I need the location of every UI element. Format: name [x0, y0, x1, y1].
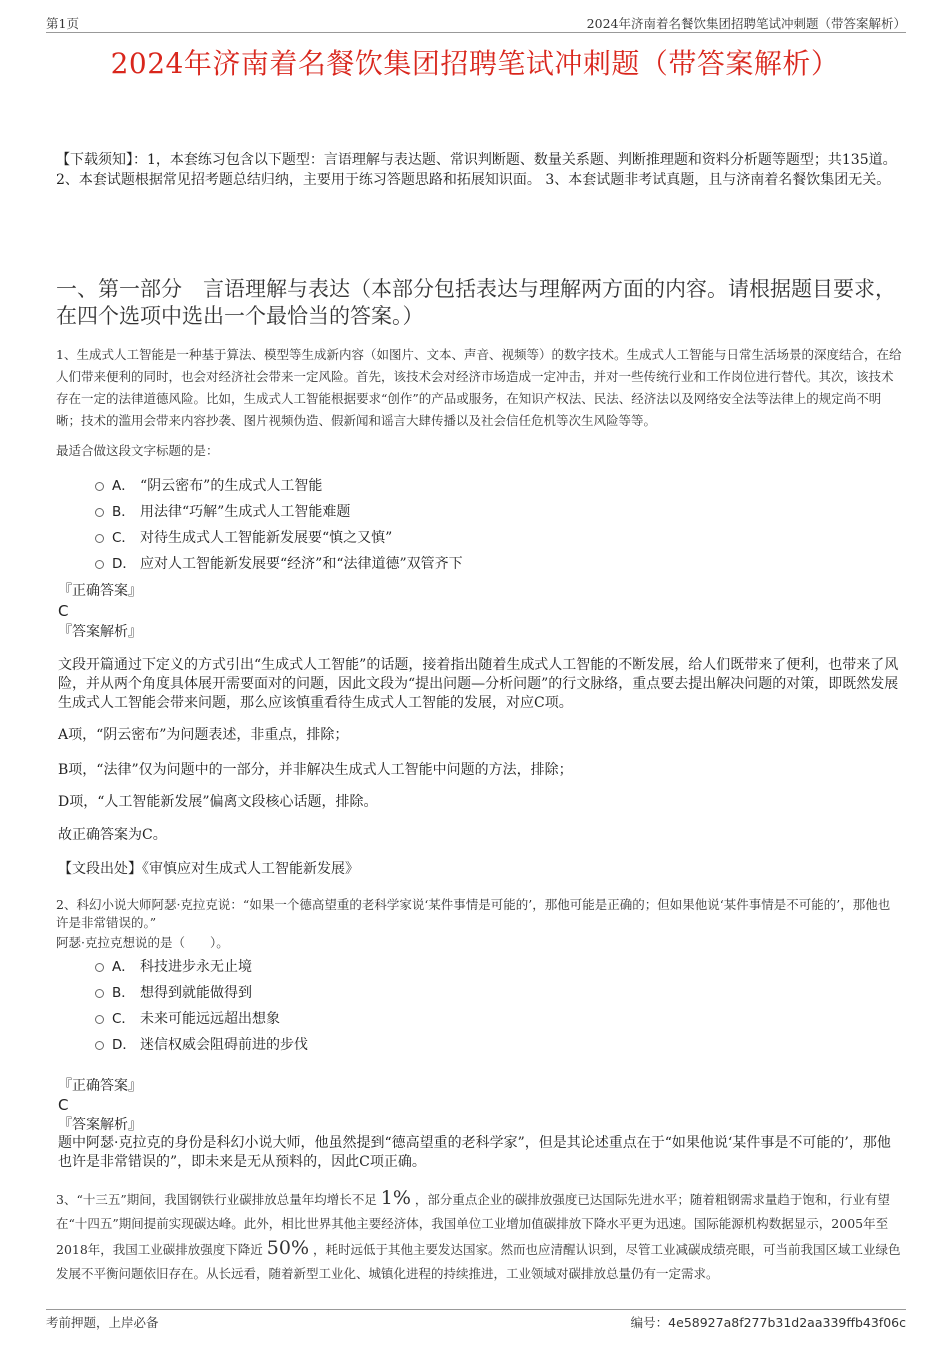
- q1-analysis-a: A项，“阴云密布”为问题表述，非重点，排除；: [58, 727, 349, 743]
- q3-stem: 3、“十三五”期间，我国钢铁行业碳排放总量年均增长不足 1% ，部分重点企业的碳排放强度已达国际先进水平；随着粗钢需求量趋于饱和，行业有望在“十四五”期间提前实现碳达峰。此外，相比世界其他主要经济体，我国单位工业增加值碳排放下降水平更为迅速。国际能源机构数据显示，2005年至2018年，我国工业碳排放强度下降近 50% ，耗时远低于其他主要发达国家。然而也应清醒认识到，尽管工业减碳成绩亮眼，可当前我国区域工业绿色发展不平衡问题依旧存在。从长远看，随着新型工业化、城镇化进程的持续推进，工业领域对碳排放总量仍有一定需求。: [56, 1187, 901, 1281]
- footer-slogan: 考前押题，上岸必备: [46, 1315, 159, 1330]
- q1-option-d[interactable]: D． 应对人工智能新发展要“经济”和“法律道德”双管齐下: [95, 552, 463, 576]
- q2-option-c[interactable]: C． 未来可能远远超出想象: [95, 1007, 280, 1031]
- q1-answer-label: 『正确答案』: [58, 583, 142, 599]
- download-notice: 【下载须知】：1，本套练习包含以下题型：言语理解与表达题、常识判断题、数量关系题、判断推理题和资料分析题等题型；共135道。 2、本套试题根据常见招考题总结归纳，主要用于练习答题思路和拓展知识面。 3、本套试题非考试真题，且与济南着名餐饮集团无关。: [56, 152, 897, 188]
- radio-button-icon[interactable]: [95, 508, 104, 517]
- header-divider: [46, 32, 906, 33]
- q1-conclusion: 故正确答案为C。: [58, 827, 167, 843]
- page-number: 第1页: [46, 16, 79, 31]
- q2-stem: 2、科幻小说大师阿瑟·克拉克说：“如果一个德高望重的老科学家说‘某件事情是可能的’，那他可能是正确的；但如果他说‘某件事情是不可能的’，那他也许是非常错误的。”: [56, 897, 891, 930]
- percent-value: 1%: [380, 1187, 411, 1209]
- q1-analysis-d: D项，“人工智能新发展”偏离文段核心话题，排除。: [58, 794, 378, 810]
- percent-value: 50%: [266, 1237, 310, 1259]
- q2-analysis-label: 『答案解析』: [58, 1117, 142, 1133]
- radio-button-icon[interactable]: [95, 989, 104, 998]
- q1-option-a[interactable]: A． “阴云密布”的生成式人工智能: [95, 474, 322, 498]
- q2-analysis: 题中阿瑟·克拉克的身份是科幻小说大师，他虽然提到“德高望重的老科学家”，但是其论述重点在于“如果他说‘某件事是不可能的’，那他也许是非常错误的”，即未来是无从预料的，因此C项正确。: [58, 1135, 891, 1170]
- radio-button-icon[interactable]: [95, 482, 104, 491]
- q1-analysis-label: 『答案解析』: [58, 624, 142, 640]
- q1-source: 【文段出处】《审慎应对生成式人工智能新发展》: [58, 861, 359, 877]
- q2-option-b[interactable]: B． 想得到就能做得到: [95, 981, 252, 1005]
- q1-option-c[interactable]: C． 对待生成式人工智能新发展要“慎之又慎”: [95, 526, 392, 550]
- q2-question: 阿瑟·克拉克想说的是（ ）。: [56, 935, 229, 950]
- q2-answer: C: [58, 1096, 69, 1114]
- q2-answer-label: 『正确答案』: [58, 1078, 142, 1094]
- radio-button-icon[interactable]: [95, 1041, 104, 1050]
- q1-option-b[interactable]: B． 用法律“巧解”生成式人工智能难题: [95, 500, 350, 524]
- radio-button-icon[interactable]: [95, 963, 104, 972]
- q1-analysis: 文段开篇通过下定义的方式引出“生成式人工智能”的话题，接着指出随着生成式人工智能的不断发展，给人们既带来了便利，也带来了风险，并从两个角度具体展开需要面对的问题，因此文段为“提出问题—分析问题”的行文脉络，重点要去提出解决问题的对策，即既然发展生成式人工智能会带来问题，那么应该慎重看待生成式人工智能的发展，对应C项。: [58, 657, 899, 711]
- page-title: 2024年济南着名餐饮集团招聘笔试冲刺题（带答案解析）: [110, 47, 840, 80]
- q1-stem: 1、生成式人工智能是一种基于算法、模型等生成新内容（如图片、文本、声音、视频等）的数字技术。生成式人工智能与日常生活场景的深度结合，在给人们带来便利的同时，也会对经济社会带来一定风险。首先，该技术会对经济市场造成一定冲击，并对一些传统行业和工作岗位进行替代。其次，该技术存在一定的法律道德风险。比如，生成式人工智能根据要求“创作”的产品或服务，在知识产权法、民法、经济法以及网络安全法等法律上的规定尚不明晰；技术的滥用会带来内容抄袭、图片视频伪造、假新闻和谣言大肆传播以及社会信任危机等次生风险等等。: [56, 347, 902, 428]
- radio-button-icon[interactable]: [95, 560, 104, 569]
- q2-option-a[interactable]: A． 科技进步永无止境: [95, 955, 252, 979]
- document-code: 编号：4e58927a8f277b31d2aa339ffb43f06c: [630, 1315, 906, 1330]
- footer-divider: [46, 1309, 906, 1310]
- section-heading: 一、第一部分 言语理解与表达（本部分包括表达与理解两方面的内容。请根据题目要求，在四个选项中选出一个最恰当的答案。）: [56, 277, 896, 328]
- q1-question: 最适合做这段文字标题的是：: [56, 443, 219, 458]
- q2-option-d[interactable]: D． 迷信权威会阻碍前进的步伐: [95, 1033, 308, 1057]
- radio-button-icon[interactable]: [95, 534, 104, 543]
- q1-answer: C: [58, 602, 69, 620]
- radio-button-icon[interactable]: [95, 1015, 104, 1024]
- header-doc-title: 2024年济南着名餐饮集团招聘笔试冲刺题（带答案解析）: [586, 16, 906, 31]
- q1-analysis-b: B项，“法律”仅为问题中的一部分，并非解决生成式人工智能中问题的方法，排除；: [58, 762, 573, 778]
